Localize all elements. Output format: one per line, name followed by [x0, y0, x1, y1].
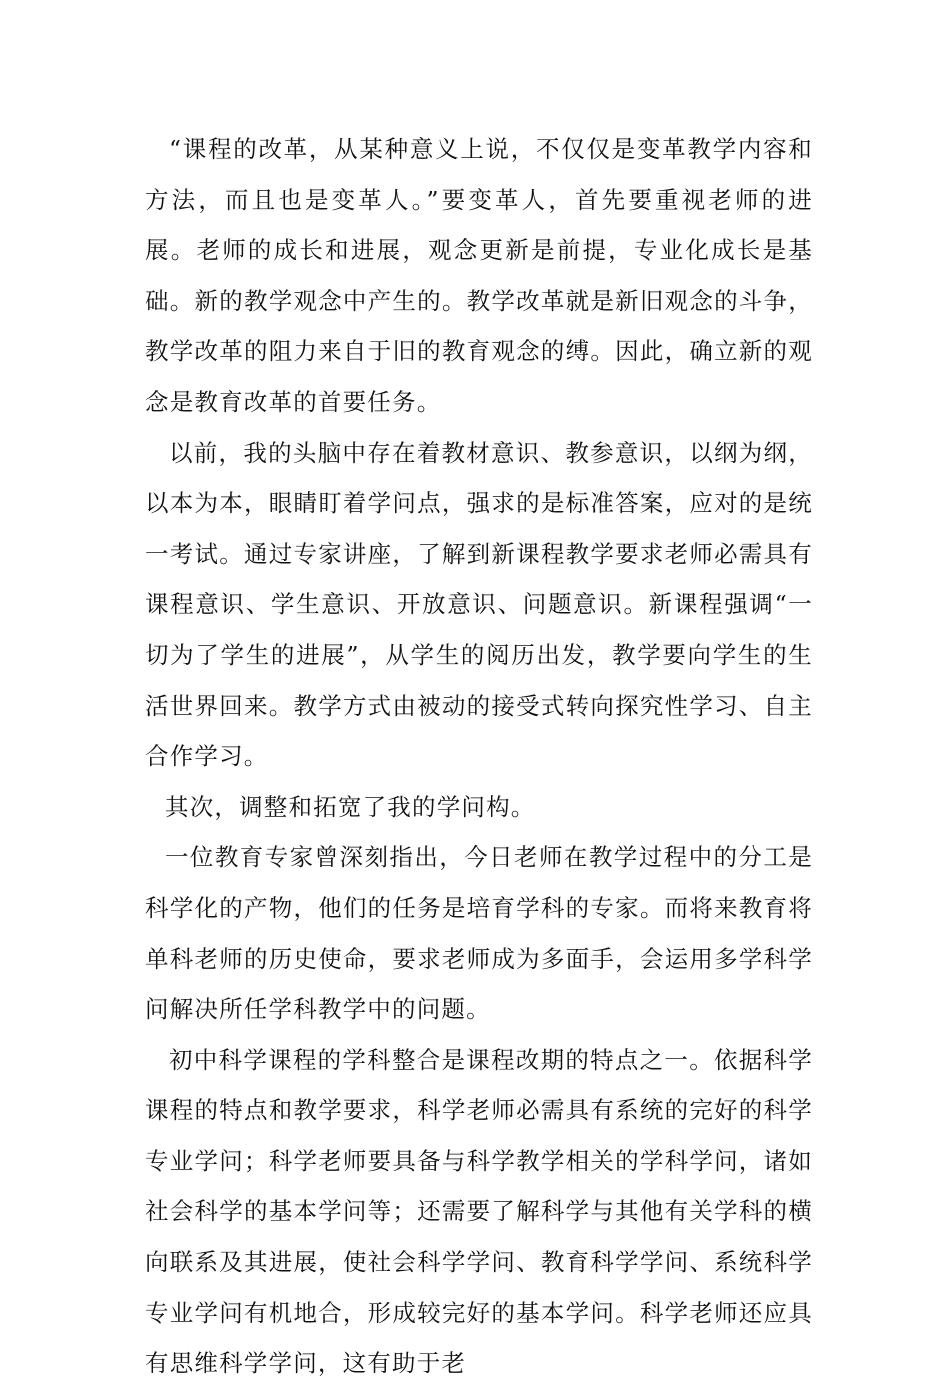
document-body: [145, 124, 813, 1389]
paragraph-5: 初中科学课程的学科整合是课程改期的特点之一。依据科学课程的特点和教学要求，科学老师必需具有系统的完好的科学专业学问；科学老师要具备与科学教学相关的学科学问，诸如社会科学的基本学问等；还需要了解科学与其他有关学科的横向联系及其进展，使社会科学学问、教育科学学问、系统科学专业学问有机地合，形成较完好的基本学问。科学老师还应具有思维科学学问，这有助于老: [145, 1045, 813, 1378]
paragraph-3: 其次，调整和拓宽了我的学问构。: [165, 792, 536, 821]
paragraph-1: “课程的改革，从某种意义上说，不仅仅是变革教学内容和方法，而且也是变革人。”要变革人，首先要重视老师的进展。老师的成长和进展，观念更新是前提，专业化成长是基础。新的教学观念中产生的。教学改革就是新旧观念的斗争，教学改革的阻力来自于旧的教育观念的缚。因此，确立新的观念是教育改革的首要任务。: [145, 135, 813, 416]
paragraph-2: 以前，我的头脑中存在着教材意识、教参意识，以纲为纲，以本为本，眼睛盯着学问点，强求的是标准答案，应对的是统一考试。通过专家讲座，了解到新课程教学要求老师必需具有课程意识、学生意识、开放意识、问题意识。新课程强调“一切为了学生的进展”，从学生的阅历出发，教学要向学生的生活世界回来。教学方式由被动的接受式转向探究性学习、自主合作学习。: [145, 438, 813, 771]
paragraph-4: 一位教育专家曾深刻指出，今日老师在教学过程中的分工是科学化的产物，他们的任务是培育学科的专家。而将来教育将单科老师的历史使命，要求老师成为多面手，会运用多学科学问解决所任学科教学中的问题。: [145, 843, 813, 1024]
